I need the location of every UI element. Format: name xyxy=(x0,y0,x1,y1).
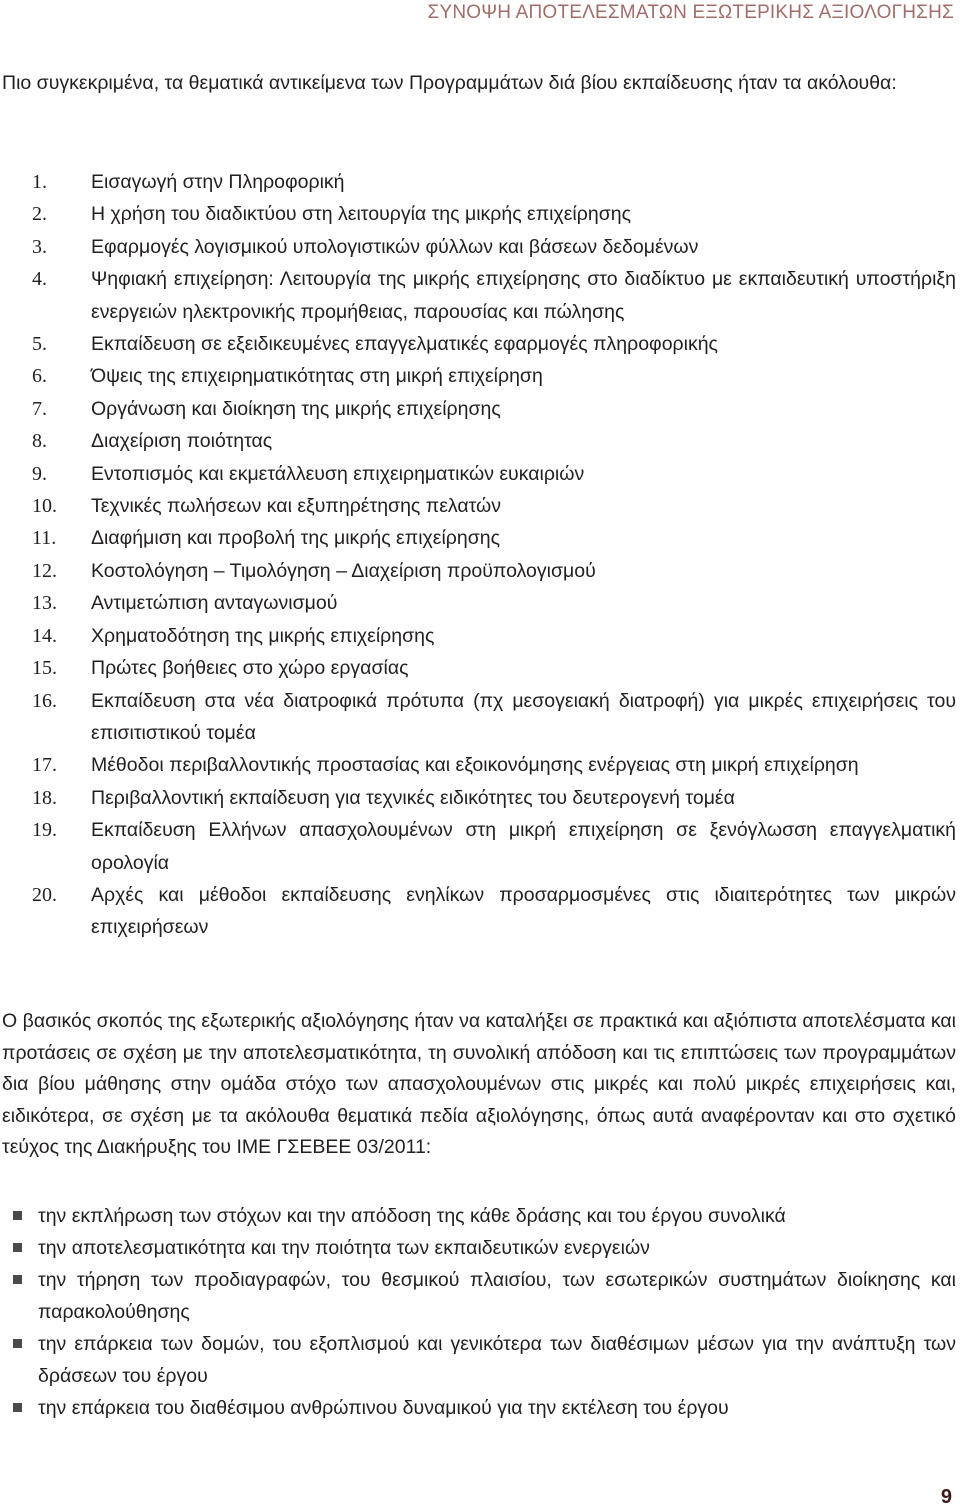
criteria-text: την εκπλήρωση των στόχων και την απόδοση της κάθε δράσης και του έργου συνολικά xyxy=(38,1205,786,1227)
criteria-text: την αποτελεσματικότητα και την ποιότητα των εκπαιδευτικών ενεργειών xyxy=(38,1237,650,1259)
square-bullet-icon xyxy=(13,1275,22,1284)
criteria-item xyxy=(0,1264,956,1328)
topic-item xyxy=(0,458,956,490)
intro-paragraph: Πιο συγκεκριμένα, τα θεματικά αντικείμενα των Προγραμμάτων διά βίου εκπαίδευσης ήταν τα ακόλουθα: xyxy=(2,72,897,94)
topic-text: Κοστολόγηση – Τιμολόγηση – Διαχείριση προϋπολογισμού xyxy=(91,559,596,582)
topic-text: Πρώτες βοήθειες στο χώρο εργασίας xyxy=(91,657,409,680)
topic-number: 11. xyxy=(32,527,57,550)
topic-number: 17. xyxy=(32,754,57,777)
topic-item xyxy=(0,782,956,814)
topic-number: 15. xyxy=(32,657,57,680)
square-bullet-icon xyxy=(13,1339,22,1348)
topic-text: Οργάνωση και διοίκηση της μικρής επιχείρησης xyxy=(91,397,501,420)
topic-number: 5. xyxy=(32,333,47,356)
page-number: 9 xyxy=(940,1486,952,1508)
topic-text: Εκπαίδευση στα νέα διατροφικά πρότυπα (πχ μεσογειακή διατροφή) για μικρές επιχειρήσεις του επισιτιστικού τομέα xyxy=(91,689,956,744)
topic-number: 6. xyxy=(32,365,47,388)
topic-item xyxy=(0,685,956,750)
criteria-text: την τήρηση των προδιαγραφών, του θεσμικού πλαισίου, των εσωτερικών συστημάτων διοίκησης και παρακολούθησης xyxy=(38,1269,956,1323)
topic-item xyxy=(0,360,956,392)
topic-text: Εκπαίδευση σε εξειδικευμένες επαγγελματικές εφαρμογές πληροφορικής xyxy=(91,333,718,356)
topic-text: Τεχνικές πωλήσεων και εξυπηρέτησης πελατών xyxy=(91,495,502,518)
topics-list xyxy=(0,166,956,944)
criteria-item xyxy=(0,1200,956,1232)
topic-item xyxy=(0,263,956,328)
topic-item xyxy=(0,814,956,879)
evaluation-criteria-list xyxy=(0,1200,956,1424)
topic-text: Εισαγωγή στην Πληροφορική xyxy=(91,171,345,193)
topic-number: 3. xyxy=(32,235,47,258)
topic-item xyxy=(0,522,956,554)
topic-text: Αντιμετώπιση ανταγωνισμού xyxy=(91,592,338,615)
topic-item xyxy=(0,749,956,781)
topic-number: 4. xyxy=(32,268,47,291)
topic-item xyxy=(0,231,956,263)
topic-number: 1. xyxy=(32,171,47,193)
topic-number: 12. xyxy=(32,559,57,582)
topic-text: Διαχείριση ποιότητας xyxy=(91,430,273,453)
square-bullet-icon xyxy=(13,1403,22,1412)
criteria-item xyxy=(0,1232,956,1264)
topic-text: Χρηματοδότηση της μικρής επιχείρησης xyxy=(91,624,435,647)
topic-text: Εκπαίδευση Ελλήνων απασχολουμένων στη μικρή επιχείρηση σε ξενόγλωσση επαγγελματική ορολογία xyxy=(91,819,956,874)
topic-text: Αρχές και μέθοδοι εκπαίδευσης ενηλίκων προσαρμοσμένες στις ιδιαιτερότητες των μικρών επιχειρήσεων xyxy=(91,883,956,939)
topic-item xyxy=(0,166,956,198)
criteria-item xyxy=(0,1392,956,1424)
topic-text: Διαφήμιση και προβολή της μικρής επιχείρησης xyxy=(91,527,501,550)
topic-number: 9. xyxy=(32,462,47,485)
topic-item xyxy=(0,620,956,652)
topic-text: Εντοπισμός και εκμετάλλευση επιχειρηματικών ευκαιριών xyxy=(91,462,585,485)
criteria-text: την επάρκεια των δομών, του εξοπλισμού και γενικότερα των διαθέσιμων μέσων για την ανάπτυξη των δράσεων του έργου xyxy=(38,1333,956,1387)
evaluation-purpose-paragraph: Ο βασικός σκοπός της εξωτερικής αξιολόγησης ήταν να καταλήξει σε πρακτικά και αξιόπιστα αποτελέσματα και προτάσεις σε σχέση με την αποτελεσματικότητα, τη συνολική απόδοση και τις επιπτώσεις των προγραμμάτων δια βίου μάθησης στην ομάδα στόχο των απασχολουμένων στις μικρές και πολύ μικρές επιχειρήσεις και, ειδικότερα, σε σχέση με τα ακόλουθα θεματικά πεδία αξιολόγησης, όπως αυτά αναφέρονταν και στο σχετικό τεύχος της Διακήρυξης του ΙΜΕ ΓΣΕΒΕΕ 03/2011: xyxy=(2,1010,956,1158)
topic-number: 10. xyxy=(32,495,57,518)
topic-number: 19. xyxy=(32,819,57,842)
topic-number: 13. xyxy=(32,592,57,615)
topic-item xyxy=(0,393,956,425)
topic-item xyxy=(0,198,956,230)
square-bullet-icon xyxy=(13,1243,22,1252)
topic-number: 2. xyxy=(32,203,47,226)
criteria-item xyxy=(0,1328,956,1392)
topic-item xyxy=(0,328,956,360)
topic-item xyxy=(0,652,956,684)
topic-item xyxy=(0,587,956,619)
topic-number: 20. xyxy=(32,883,57,906)
topic-text: Εφαρμογές λογισμικού υπολογιστικών φύλλων και βάσεων δεδομένων xyxy=(91,235,699,258)
criteria-text: την επάρκεια του διαθέσιμου ανθρώπινου δυναμικού για την εκτέλεση του έργου xyxy=(38,1397,729,1419)
topic-text: Η χρήση του διαδικτύου στη λειτουργία της μικρής επιχείρησης xyxy=(91,203,631,226)
square-bullet-icon xyxy=(13,1211,22,1220)
running-header: ΣΥΝΟΨΗ ΑΠΟΤΕΛΕΣΜΑΤΩΝ ΕΞΩΤΕΡΙΚΗΣ ΑΞΙΟΛΟΓΗΣΗΣ xyxy=(427,2,954,23)
topic-item xyxy=(0,879,956,944)
topic-text: Ψηφιακή επιχείρηση: Λειτουργία της μικρής επιχείρησης στο διαδίκτυο με εκπαιδευτική υποστήριξη ενεργειών ηλεκτρονικής προμήθειας, παρουσίας και πώλησης xyxy=(91,268,956,323)
topic-text: Μέθοδοι περιβαλλοντικής προστασίας και εξοικονόμησης ενέργειας στη μικρή επιχείρηση xyxy=(91,754,859,777)
topic-number: 16. xyxy=(32,689,57,712)
topic-number: 14. xyxy=(32,624,57,647)
topic-text: Όψεις της επιχειρηματικότητας στη μικρή επιχείρηση xyxy=(91,365,543,388)
topic-item xyxy=(0,490,956,522)
topic-number: 7. xyxy=(32,397,47,420)
topic-item xyxy=(0,555,956,587)
topic-text: Περιβαλλοντική εκπαίδευση για τεχνικές ειδικότητες του δευτερογενή τομέα xyxy=(91,786,735,809)
topic-number: 18. xyxy=(32,786,57,809)
topic-number: 8. xyxy=(32,430,47,453)
topic-item xyxy=(0,425,956,457)
